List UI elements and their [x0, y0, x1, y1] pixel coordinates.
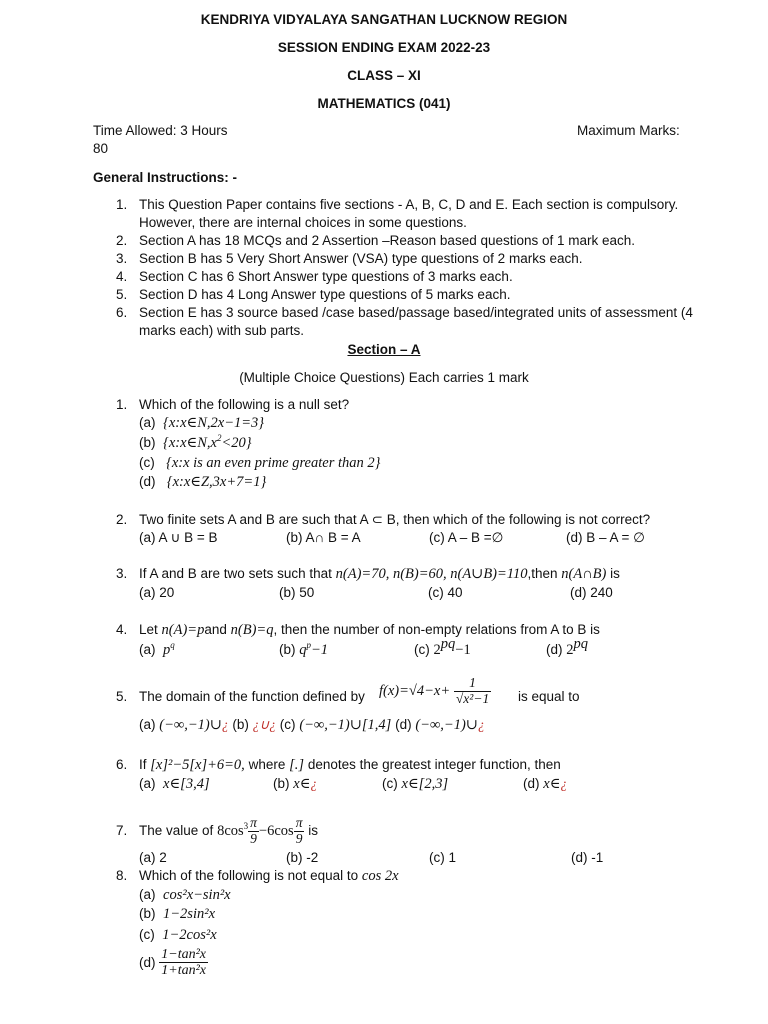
option-d	[566, 636, 589, 658]
question-text: denotes the greatest integer function, then	[307, 757, 561, 772]
fraction-numerator: 1	[454, 676, 491, 692]
instruction-text: marks each) with sub parts.	[139, 323, 305, 338]
math-expression: cos 2x	[361, 868, 399, 884]
exponent: 3	[243, 821, 249, 831]
option-label: (d)	[139, 955, 156, 971]
option-c	[433, 636, 471, 658]
exponent: 2	[216, 433, 222, 443]
option-label: (a)	[139, 887, 156, 902]
option-a: (a) A ∪ B = B	[139, 530, 218, 545]
option-b: ¿∪¿	[252, 717, 277, 732]
option-d: x∈	[543, 776, 561, 792]
option-c: 1−2cos²x	[162, 927, 217, 943]
instructions-title: General Instructions: -	[93, 170, 238, 185]
math-expression: n(A∩B)	[561, 566, 607, 582]
math-expression: n(A)=70, n(B)=60, n(A∪B)=110	[335, 566, 528, 582]
option-label: (d)	[395, 717, 412, 732]
question-number: 1.	[116, 397, 128, 412]
option-b: 1−2sin²x	[163, 906, 216, 922]
instruction-text: Section E has 3 source based /case based/passage based/integrated units of assessment (4	[139, 305, 693, 320]
option-b-unknown: ¿	[310, 776, 318, 791]
fraction-denominator: 9	[295, 830, 303, 846]
option-c-base: 2	[433, 642, 441, 658]
option-d-base: 2	[566, 642, 574, 658]
question-text: and	[204, 622, 227, 637]
class-title: CLASS – XI	[347, 68, 421, 83]
option-label: (a)	[139, 415, 156, 430]
option-label: (d)	[523, 776, 540, 791]
max-marks-label: Maximum Marks:	[577, 123, 680, 138]
fraction-denominator: √x²−1	[455, 690, 490, 706]
question-text: is	[308, 823, 318, 838]
option-b	[299, 642, 328, 658]
option-label: (b)	[273, 776, 290, 791]
math-term: 8cos	[217, 823, 244, 839]
option-c: x∈[2,3]	[401, 776, 449, 792]
option-label: (c)	[139, 455, 155, 470]
question-number: 2.	[116, 512, 128, 527]
question-number: 8.	[116, 868, 128, 883]
option-a	[163, 642, 175, 658]
option-label: (b)	[279, 642, 296, 657]
option-d	[159, 947, 208, 979]
option-a: cos²x−sin²x	[163, 887, 231, 903]
question-text: ,then	[527, 566, 558, 581]
option-label: (c)	[139, 927, 155, 942]
math-expression: [x]²−5[x]+6=0,	[150, 757, 245, 773]
instruction-number: 4.	[116, 269, 128, 284]
question-number: 3.	[116, 566, 128, 581]
option-label: (c)	[279, 717, 296, 732]
math-expression: f(x)=√4−x+	[379, 682, 451, 699]
fraction	[294, 816, 305, 847]
option-b	[163, 435, 252, 451]
question-text: If	[139, 757, 147, 772]
option-a-unknown: ¿	[221, 717, 229, 732]
question-text: Two finite sets A and B are such that A ⊂ B, then which of the following is not correct?	[139, 512, 651, 527]
option-c: (c) 1	[429, 850, 456, 865]
option-label: (d)	[139, 474, 156, 489]
option-c: (−∞,−1)∪[1,4]	[299, 717, 392, 733]
option-b: (b) 50	[279, 585, 315, 600]
option-c-text: −1	[455, 642, 471, 658]
option-b: (b) A∩ B = A	[286, 530, 361, 545]
option-b-text: −1	[311, 642, 329, 658]
question-text: Which of the following is a null set?	[139, 397, 350, 412]
fraction-numerator: π	[250, 815, 257, 831]
question-text: If A and B are two sets such that	[139, 566, 332, 581]
instruction-number: 3.	[116, 251, 128, 266]
instruction-text: Section A has 18 MCQs and 2 Assertion –Reason based questions of 1 mark each.	[139, 233, 636, 248]
option-d: (d) -1	[571, 850, 604, 865]
option-label: (a)	[139, 642, 156, 657]
max-marks-value: 80	[93, 141, 109, 156]
math-expression	[217, 823, 248, 839]
option-d: (−∞,−1)∪	[415, 717, 478, 733]
option-c: (c) A – B =∅	[429, 530, 504, 545]
option-c: (c) 40	[428, 585, 463, 600]
instruction-text: Section C has 6 Short Answer type questions of 3 marks each.	[139, 269, 513, 284]
option-label: (b)	[139, 435, 156, 450]
question-text: The value of	[139, 823, 214, 838]
instruction-text: Section B has 5 Very Short Answer (VSA) type questions of 2 marks each.	[139, 251, 583, 266]
math-expression: n(B)=q	[230, 622, 274, 638]
fraction-numerator: π	[295, 815, 303, 831]
question-text: Which of the following is not equal to	[139, 868, 359, 883]
fraction-numerator: 1−tan²x	[161, 947, 207, 962]
question-number: 5.	[116, 689, 128, 704]
school-title: KENDRIYA VIDYALAYA SANGATHAN LUCKNOW REGION	[200, 12, 568, 27]
exponent: pq	[573, 636, 589, 652]
option-b-base: q	[299, 642, 307, 658]
instruction-number: 6.	[116, 305, 128, 320]
option-a-base: p	[163, 642, 171, 658]
option-label: (a)	[139, 776, 156, 791]
option-d: (d) 240	[570, 585, 613, 600]
option-c: {x:x is an even prime greater than 2}	[166, 455, 381, 471]
option-a: (a) 2	[139, 850, 167, 865]
fraction-denominator: 1+tan²x	[161, 963, 207, 979]
option-label: (d)	[546, 642, 563, 657]
fraction	[454, 676, 491, 707]
option-d-unknown: ¿	[477, 717, 485, 732]
option-d: {x:x∈Z,3x+7=1}	[166, 474, 267, 490]
option-a: (−∞,−1)∪	[159, 717, 222, 733]
option-b: x∈	[293, 776, 311, 792]
math-term: −6cos	[258, 823, 294, 839]
option-a: {x:x∈N,2x−1=3}	[163, 415, 265, 431]
instruction-text: However, there are internal choices in some questions.	[139, 215, 467, 230]
math-expression: n(A)=p	[161, 622, 205, 638]
option-b: (b) -2	[286, 850, 319, 865]
option-label: (a)	[139, 717, 156, 732]
instruction-text: Section D has 4 Long Answer type questions of 5 marks each.	[139, 287, 511, 302]
option-label: (b)	[139, 906, 156, 921]
time-allowed: Time Allowed: 3 Hours	[93, 123, 228, 138]
instruction-number: 5.	[116, 287, 128, 302]
instruction-number: 2.	[116, 233, 128, 248]
question-text: , then the number of non-empty relations from A to B is	[273, 622, 600, 637]
option-d-unknown: ¿	[560, 776, 568, 791]
option-label: (c)	[382, 776, 398, 791]
question-text: Let	[139, 622, 158, 637]
question-text: is equal to	[518, 689, 580, 704]
option-a: (a) 20	[139, 585, 175, 600]
question-text: where	[248, 757, 286, 772]
option-label: (b)	[232, 717, 249, 732]
option-label: (c)	[414, 642, 430, 657]
section-subtitle: (Multiple Choice Questions) Each carries 1 mark	[239, 370, 529, 385]
instruction-text: This Question Paper contains five sections - A, B, C, D and E. Each section is compulsory.	[139, 197, 679, 212]
question-number: 6.	[116, 757, 128, 772]
subject-title: MATHEMATICS (041)	[317, 96, 451, 111]
instruction-number: 1.	[116, 197, 128, 212]
section-title: Section – A	[347, 342, 421, 357]
exponent: p	[306, 640, 312, 650]
option-b-text: {x:x∈N,x	[163, 435, 217, 451]
option-d: (d) B – A = ∅	[566, 530, 645, 545]
fraction-denominator: 9	[250, 830, 257, 846]
question-number: 7.	[116, 823, 128, 838]
exam-title: SESSION ENDING EXAM 2022-23	[277, 40, 491, 55]
question-text: is	[610, 566, 620, 581]
exponent: pq	[440, 636, 456, 652]
option-a: x∈[3,4]	[163, 776, 210, 792]
exponent: q	[170, 640, 175, 650]
math-expression: [.]	[289, 757, 305, 773]
fraction	[248, 816, 259, 847]
option-b-text: <20}	[221, 435, 252, 451]
question-text: The domain of the function defined by	[139, 689, 365, 704]
question-number: 4.	[116, 622, 128, 637]
